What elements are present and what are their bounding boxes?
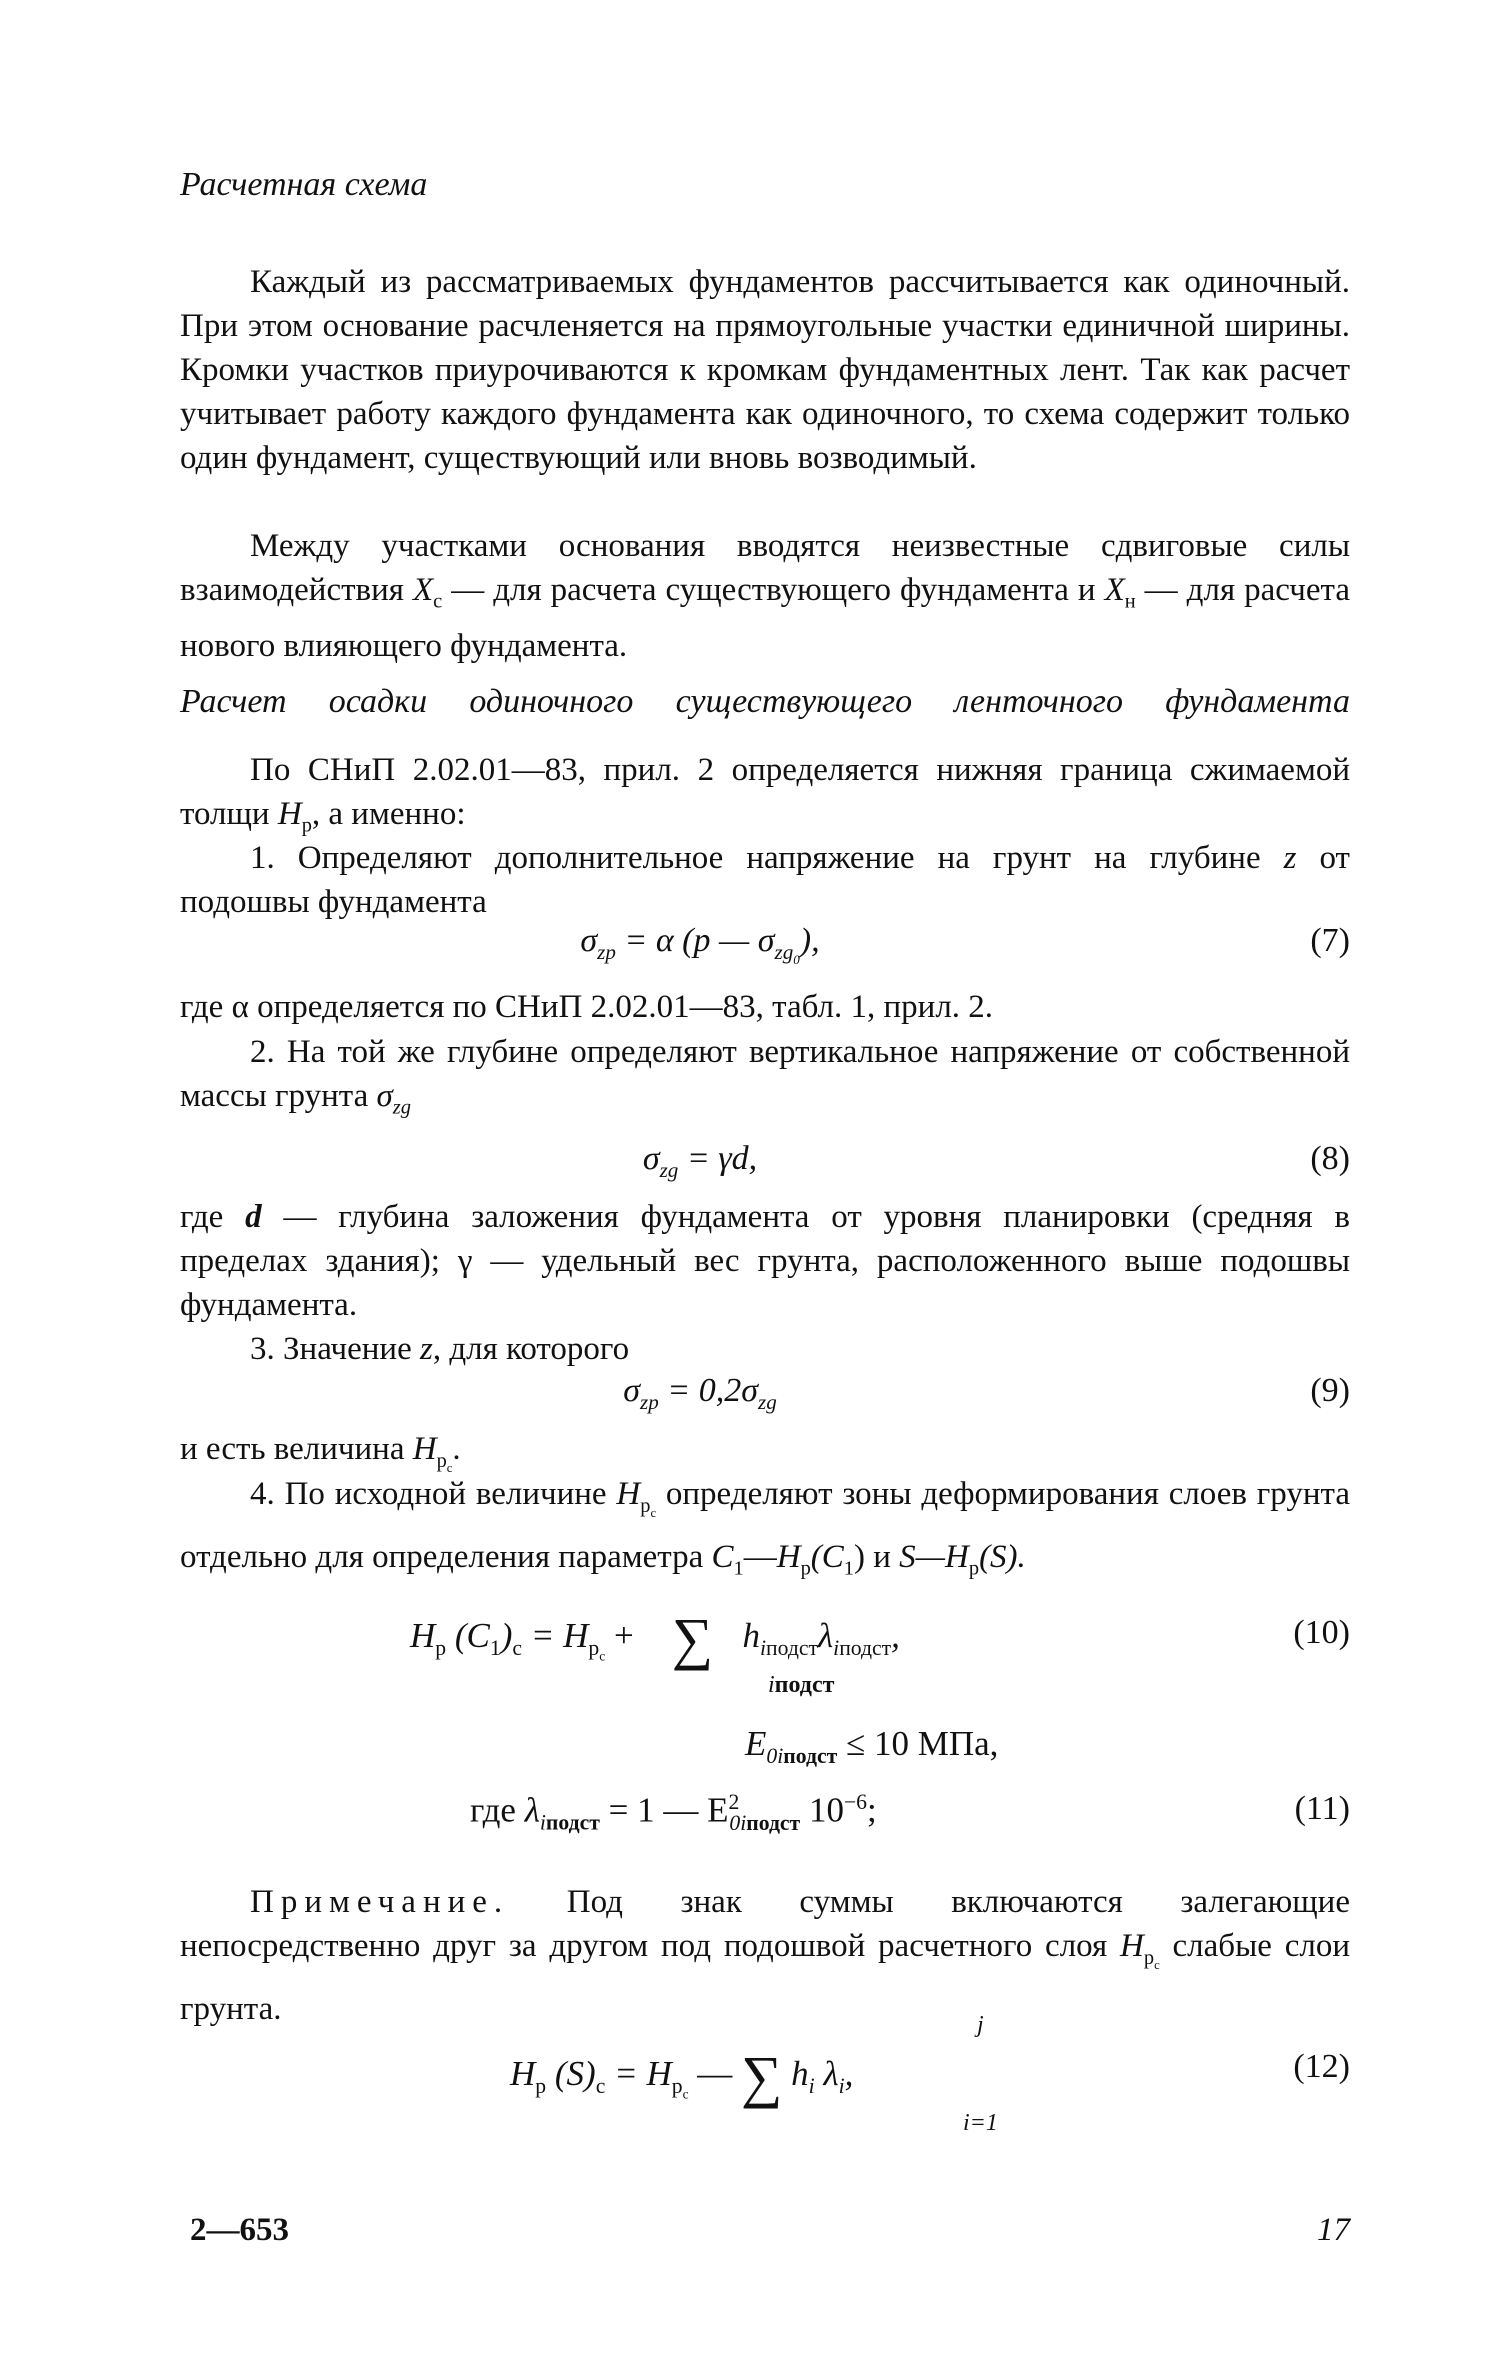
- step-3: 3. Значение z, для которого: [250, 1331, 630, 1367]
- summation-upper-limit: j: [977, 2012, 984, 2038]
- modulus-constraint: $E_{0iподст} \le 10$ МПа,: [745, 1724, 999, 1768]
- equation-number: (8): [1310, 1140, 1350, 1177]
- summation-symbol: ∑: [741, 2044, 783, 2109]
- step-2: 2. На той же глубине определяют вертикальное напряжение от собственной массы грунта $\sigma_{zg}$: [180, 1034, 1350, 1119]
- equation-8: $\sigma_{zg} = \gamma d$, (8): [642, 1140, 1350, 1182]
- shear-forces-paragraph: Между участками основания вводятся неизвестные сдвиговые силы взаимодействия $X_с$ — для расчета существующего фундамента и $X_н$ — для расчета нового влияющего фундамента.: [180, 528, 1350, 664]
- equation-number: (11): [1294, 1790, 1350, 1827]
- equation-10: $H_р$ $(C_1)_с = H_{р_с}$ + ∑ $h_{iподст}\lambda_{iподст}$, iподст (10): [410, 1606, 1350, 1698]
- note-label: Примечание.: [250, 1884, 510, 1920]
- equation-number: (12): [1293, 2048, 1350, 2085]
- intro-paragraph: Каждый из рассматриваемых фундаментов рассчитывается как одиночный. При этом основание расчленяется на прямоугольные участки единичной ширины. Кромки участков приурочиваются к кромкам фундаментных лент. Так как расчет учитывает работу каждого фундамента как одиночного, то схема содержит только один фундамент, существующий или вновь возводимый.: [180, 264, 1350, 476]
- page-number: 17: [1317, 2212, 1350, 2248]
- equation-7: $\sigma_{zp} = \alpha$ (p — $\sigma_{zg_0}$), (7): [580, 922, 1350, 967]
- step-4: 4. По исходной величине $H_{р_с}$ определяют зоны деформирования слоев грунта отдельно для определения параметра $C_1—H_р(C_1)$ и $S—H_р(S)$.: [180, 1476, 1350, 1580]
- equation-9: $\sigma_{zp} = 0,2\sigma_{zg}$ (9): [623, 1372, 1350, 1414]
- snip-paragraph: По СНиП 2.02.01—83, прил. 2 определяется нижняя граница сжимаемой толщи $H_р$, а именно:: [180, 752, 1350, 837]
- summation-symbol: ∑: [671, 1606, 714, 1671]
- section-title: Расчетная схема: [180, 166, 428, 203]
- depth-note: где d — глубина заложения фундамента от уровня планировки (средняя в пределах здания); γ — удельный вес грунта, расположенного выше подошвы фундамента.: [180, 1199, 1350, 1323]
- equation-number: (9): [1310, 1372, 1350, 1409]
- signature-mark: 2—653: [190, 2212, 289, 2248]
- summation-lower-limit: i=1: [963, 2110, 998, 2136]
- step-1: 1. Определяют дополнительное напряжение на грунт на глубине z от подошвы фундамента: [180, 840, 1350, 920]
- equation-number: (7): [1310, 922, 1350, 959]
- alpha-note: где α определяется по СНиП 2.02.01—83, табл. 1, прил. 2.: [180, 989, 994, 1025]
- summation-index: iподст: [768, 1672, 835, 1698]
- equation-11: где $\lambda_{iподст} = 1$ — $E^2_{0iподст}$ $10^{-6}$; (11): [470, 1790, 1350, 1835]
- subsection-title: Расчет осадки одиночного существующего ленточного фундамента: [180, 683, 1350, 720]
- equation-number: (10): [1293, 1614, 1350, 1651]
- note-paragraph: Примечание. Под знак суммы включаются залегающие непосредственно друг за другом под подошвой расчетного слоя $H_{р_с}$ слабые слои грунта.: [180, 1884, 1350, 2027]
- hp-note: и есть величина $H_{р_с}$.: [180, 1431, 461, 1475]
- equation-12: j $H_р$ $(S)_с = H_{р_с}$ — ∑ $h_i$ $\lambda_i$, i=1 (12): [510, 2012, 1350, 2136]
